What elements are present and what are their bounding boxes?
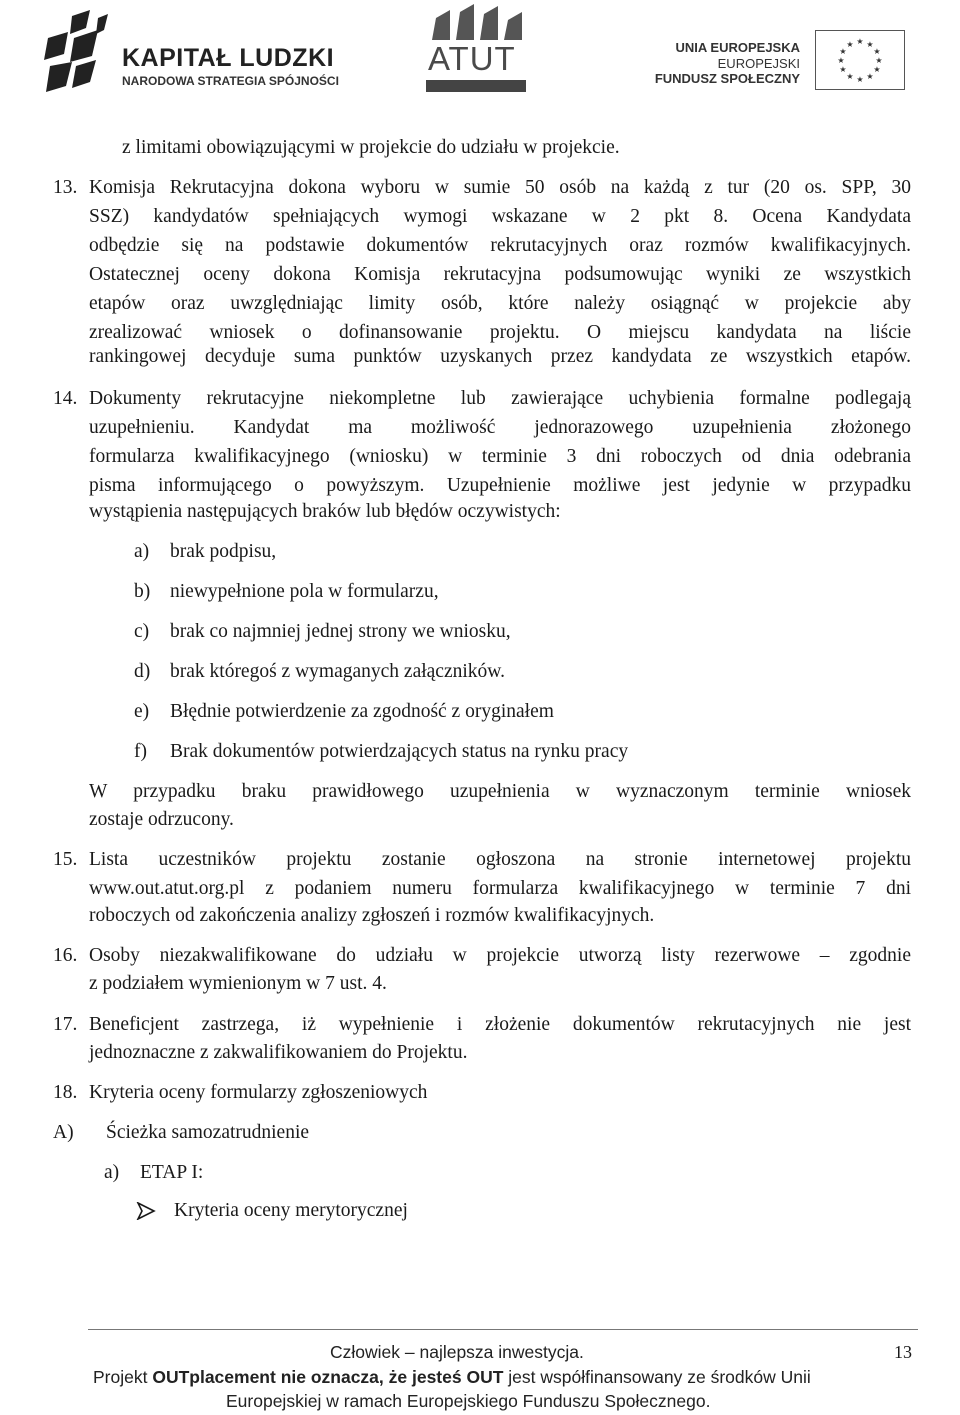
item-number: 13. (53, 177, 78, 198)
footer-slogan: Człowiek – najlepsza inwestycja. (330, 1342, 584, 1362)
atut-band (426, 80, 526, 92)
svg-text:★: ★ (856, 37, 864, 46)
list-marker: e) (134, 701, 150, 722)
list-item: brak podpisu, (170, 541, 277, 562)
list-marker: d) (134, 661, 151, 682)
text-line: Ostatecznej oceny dokona Komisja rekrutacyjna podsumowując wyniki ze wszystkich (89, 264, 911, 285)
text-line: etapów oraz uwzględniając limity osób, które należy osiągnąć w projekcie aby (89, 293, 911, 314)
svg-text:★: ★ (837, 56, 845, 65)
text-line: W przypadku braku prawidłowego uzupełnienia w wyznaczonym terminie wniosek (89, 781, 911, 802)
arrow-bullet-icon (136, 1202, 156, 1220)
atut-columns-icon (422, 0, 532, 44)
svg-text:★: ★ (839, 47, 847, 56)
list-item: niewypełnione pola w formularzu, (170, 581, 439, 602)
list-item: Kryteria oceny merytorycznej (174, 1200, 408, 1221)
text-line: Beneficjent zastrzega, iż wypełnienie i złożenie dokumentów rekrutacyjnych nie jest (89, 1014, 911, 1035)
text-line: jednoznaczne z zakwalifikowaniem do Projektu. (89, 1042, 468, 1063)
kapital-ludzki-subtitle: NARODOWA STRATEGIA SPÓJNOŚCI (122, 74, 339, 88)
item-number: 17. (53, 1014, 78, 1035)
eu-line-2: EUROPEJSKI (717, 56, 800, 71)
list-marker: b) (134, 581, 151, 602)
list-item: Brak dokumentów potwierdzających status na rynku pracy (170, 741, 629, 762)
kapital-ludzki-logo (42, 8, 382, 100)
list-item: brak co najmniej jednej strony we wniosku, (170, 621, 511, 642)
text-line: Dokumenty rekrutacyjne niekompletne lub zawierające uchybienia formalne podlegają (89, 388, 911, 409)
svg-text:★: ★ (866, 72, 874, 81)
svg-text:★: ★ (873, 65, 881, 74)
atut-logo (422, 0, 532, 100)
kapital-ludzki-emblem-icon (42, 8, 112, 100)
list-marker: a) (134, 541, 150, 562)
list-item: brak któregoś z wymaganych załączników. (170, 661, 505, 682)
page-header (0, 0, 960, 110)
eu-line-3: FUNDUSZ SPOŁECZNY (654, 71, 800, 86)
svg-text:★: ★ (856, 75, 864, 84)
text-line: uzupełnieniu. Kandydat ma możliwość jednorazowego uzupełnienia złożonego (89, 417, 911, 438)
item-number: 16. (53, 945, 78, 966)
eu-flag-icon (815, 30, 905, 90)
text-line: wystąpienia następujących braków lub błędów oczywistych: (89, 501, 561, 522)
list-marker: f) (134, 741, 147, 762)
text-line: Osoby niezakwalifikowane do udziału w projekcie utworzą listy rezerwowe – zgodnie (89, 945, 911, 966)
text-line: odbędzie się na podstawie dokumentów rekrutacyjnych oraz rozmów kwalifikacyjnych. (89, 235, 911, 256)
list-item: Błędnie potwierdzenie za zgodność z oryginałem (170, 701, 554, 722)
footer-project-line (93, 1366, 811, 1388)
text-line: www.out.atut.org.pl z podaniem numeru formularza kwalifikacyjnego w terminie 7 dni (89, 878, 911, 899)
section-title: Ścieżka samozatrudnienie (106, 1122, 310, 1143)
footer-project-post: jest współfinansowany ze środków Unii (503, 1367, 811, 1387)
text-line: zrealizować wniosek o dofinansowanie projektu. O miejscu kandydata na liście (89, 322, 911, 343)
text-line: rankingowej decyduje suma punktów uzyskanych przez kandydata ze wszystkich etapów. (89, 346, 911, 367)
text-line: formularza kwalifikacyjnego (wniosku) w terminie 3 dni roboczych od dnia odebrania (89, 446, 911, 467)
svg-text:★: ★ (846, 72, 854, 81)
footer-project-name: OUTplacement nie oznacza, że jesteś OUT (152, 1367, 504, 1387)
text-line: roboczych od zakończenia analizy zgłoszeń i rozmów kwalifikacyjnych. (89, 905, 655, 926)
kapital-ludzki-title: KAPITAŁ LUDZKI (122, 44, 335, 72)
list-item: ETAP I: (140, 1162, 204, 1183)
svg-text:★: ★ (873, 47, 881, 56)
text-line: Kryteria oceny formularzy zgłoszeniowych (89, 1082, 428, 1103)
text-line: z podziałem wymienionym w 7 ust. 4. (89, 973, 387, 994)
list-marker: c) (134, 621, 150, 642)
footer-divider (88, 1329, 918, 1330)
text-line: Komisja Rekrutacyjna dokona wyboru w sumie 50 osób na każdą z tur (20 os. SPP, 30 (89, 177, 911, 198)
page-number: 13 (894, 1342, 912, 1362)
svg-text:★: ★ (846, 40, 854, 49)
svg-text:★: ★ (839, 65, 847, 74)
item-number: 18. (53, 1082, 78, 1103)
footer-eu-line: Europejskiej w ramach Europejskiego Funduszu Społecznego. (226, 1391, 711, 1411)
section-marker: A) (53, 1122, 74, 1143)
text-line: pisma informującego o powyższym. Uzupełnienie możliwe jest jedynie w przypadku (89, 475, 911, 496)
list-marker: a) (104, 1162, 120, 1183)
atut-wordmark: ATUT (428, 40, 516, 77)
svg-text:★: ★ (875, 56, 883, 65)
eu-line-1: UNIA EUROPEJSKA (675, 40, 800, 55)
text-line: z limitami obowiązującymi w projekcie do udziału w projekcie. (122, 137, 620, 158)
item-number: 14. (53, 388, 78, 409)
text-line: Lista uczestników projektu zostanie ogłoszona na stronie internetowej projektu (89, 849, 911, 870)
footer-project-pre: Projekt (93, 1367, 153, 1387)
svg-text:★: ★ (866, 40, 874, 49)
text-line: zostaje odrzucony. (89, 809, 234, 830)
text-line: SSZ) kandydatów spełniających wymogi wskazane w 2 pkt 8. Ocena Kandydata (89, 206, 911, 227)
eu-logo (654, 30, 920, 90)
item-number: 15. (53, 849, 78, 870)
